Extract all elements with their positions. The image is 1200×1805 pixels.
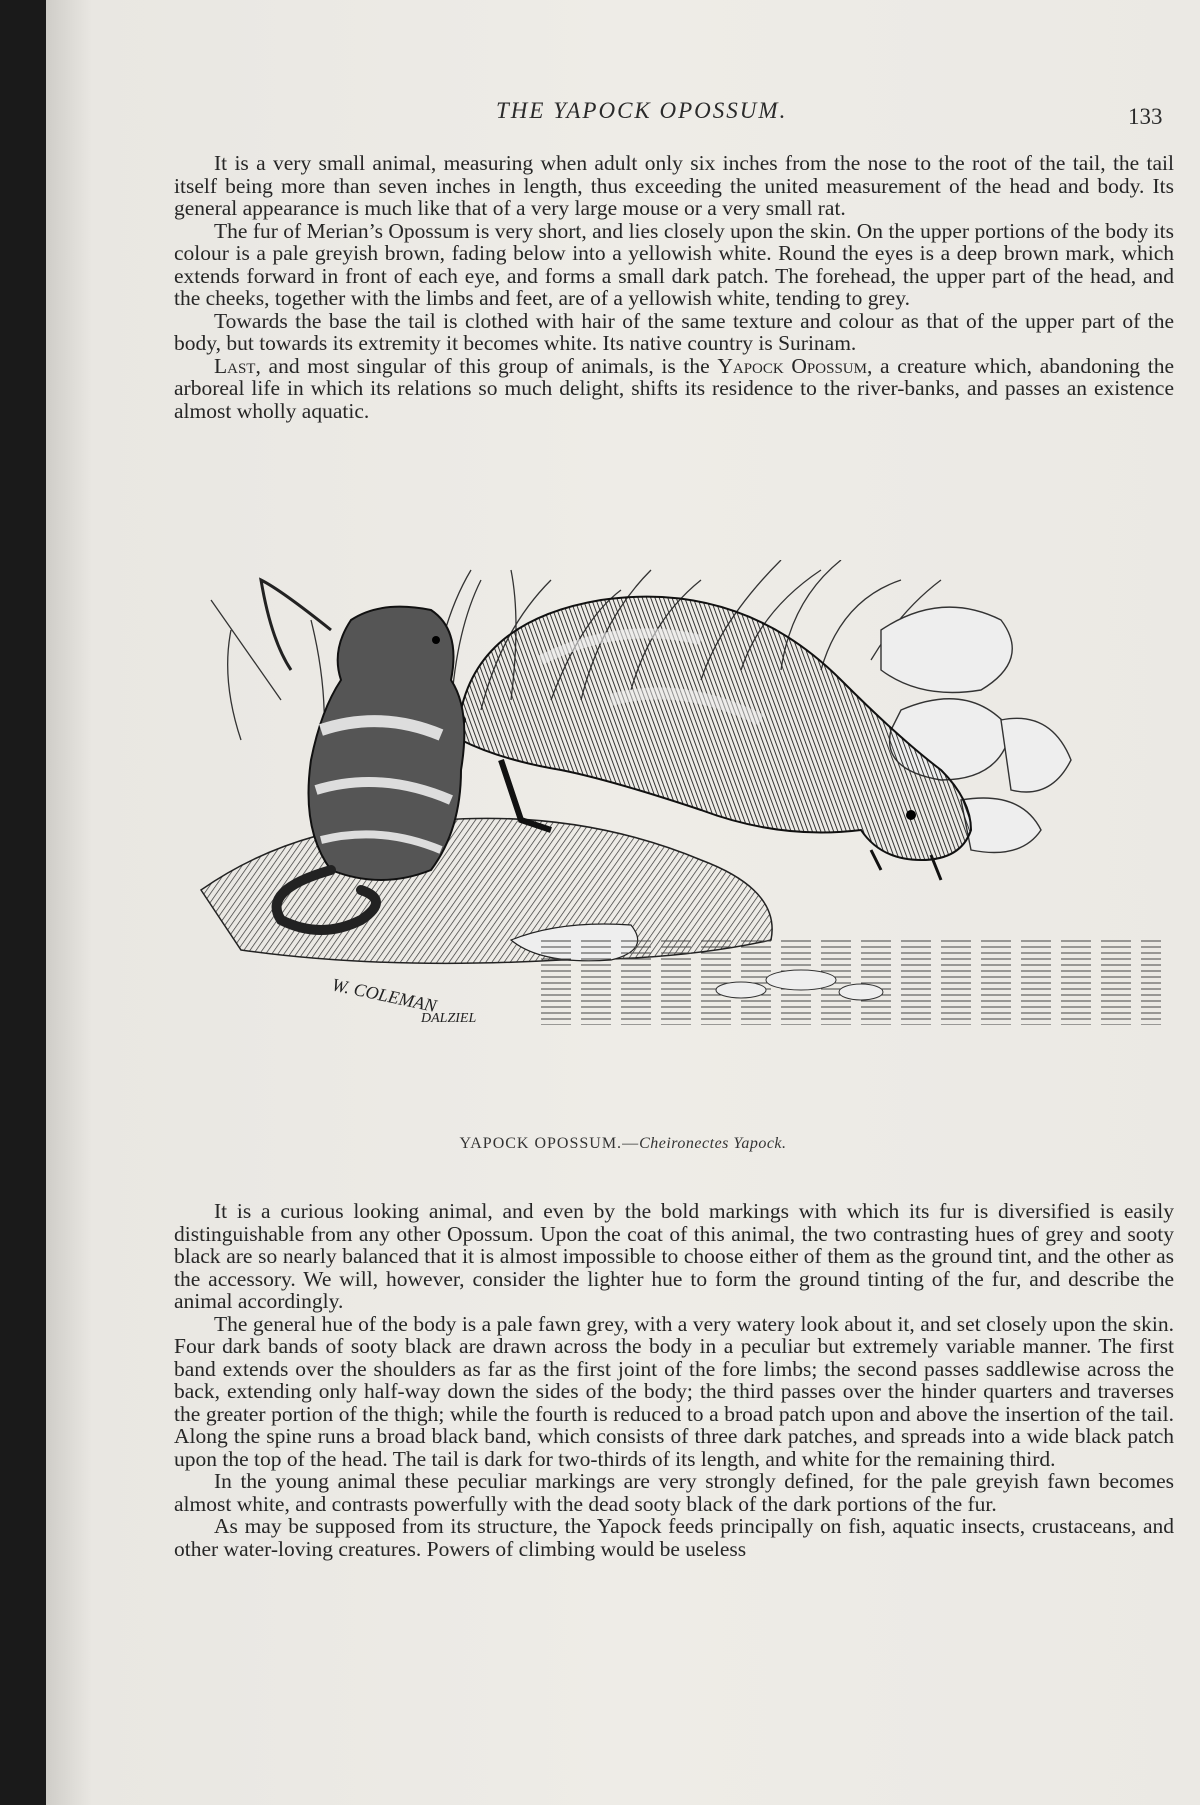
engraver-signature: DALZIEL (421, 1011, 477, 1026)
caption-common-name: YAPOCK OPOSSUM. (459, 1135, 623, 1152)
paragraph-size: It is a very small animal, measuring when adult only six inches from the nose to the root of the tail, the tail itself being more than seven inches in length, thus exceeding the united measurement of the head and body. Its general appearance is much like that of a very large mouse or a very small rat. (174, 151, 1174, 220)
paragraph-appearance: It is a curious looking animal, and even by the bold markings with which its fur is diversified is easily distinguishable from any other Opossum. Upon the coat of this animal, the two contrasting hues of grey and sooty black are so nearly balanced that it is almost impossible to choose either of them as the ground tint, and the other as the accessory. We will, however, consider the lighter hue to form the ground tinting of the fur, and describe the animal accordingly. (174, 1199, 1174, 1313)
paragraph-markings: The general hue of the body is a pale fawn grey, with a very watery look about it, and set closely upon the skin. Four dark bands of sooty black are drawn across the body in a peculiar but extremely variable manner. The first band extends over the shoulders as far as the first joint of the fore limbs; the second passes saddlewise across the back, extending only half-way down the sides of the body; the third passes over the hinder quarters and traverses the greater portion of the thigh; while the fourth is reduced to a broad patch upon and above the insertion of the tail. Along the spine runs a broad black band, which consists of three dark patches, and spreads into a wide black patch upon the top of the head. The tail is dark for two-thirds of its length, and white for the remaining third. (174, 1311, 1174, 1471)
lead-word: Last (214, 353, 256, 378)
artist-signature: W. COLEMAN (330, 974, 439, 1017)
running-title: THE YAPOCK OPOSSUM. (496, 98, 788, 123)
yapock-illustration (181, 560, 1171, 1030)
species-name: Yapock Opossum (717, 353, 867, 378)
book-page (46, 0, 1200, 1805)
paragraph-intro: Last, and most singular of this group of animals, is the Yapock Opossum, a creature which, abandoning the arboreal life in which its relations so much delight, shifts its residence to the river-banks, and passes an existence almost wholly aquatic. (174, 353, 1174, 423)
paragraph-diet: As may be supposed from its structure, the Yapock feeds principally on fish, aquatic insects, crustaceans, and other water-loving creatures. Powers of climbing would be useless (174, 1514, 1174, 1561)
water (541, 940, 1161, 1025)
paragraph-young: In the young animal these peculiar markings are very strongly defined, for the pale greyish fawn becomes almost white, and contrasts powerfully with the dead sooty black of the dark portions of the fur. (174, 1469, 1174, 1516)
paragraph-fur: The fur of Merian’s Opossum is very short, and lies closely upon the skin. On the upper portions of the body its colour is a pale greyish brown, fading below into a yellowish white. Round the eyes is a deep brown mark, which extends forward in front of each eye, and forms a small dark patch. The forehead, the upper part of the head, and the cheeks, together with the limbs and feet, are of a yellowish white, tending to grey. (174, 218, 1174, 310)
caption-scientific-name: Cheironectes Yapock. (639, 1135, 787, 1152)
paragraph-tail: Towards the base the tail is clothed with hair of the same texture and colour as that of the upper part of the body, but towards its extremity it becomes white. Its native country is Surinam. (174, 308, 1174, 355)
page-header (46, 98, 1200, 134)
upper-text (174, 152, 1174, 422)
page-number: 133 (1128, 104, 1163, 129)
lower-text (174, 1200, 1174, 1560)
signatures (330, 974, 476, 1026)
figure-caption: YAPOCK OPOSSUM.—Cheironectes Yapock. (459, 1135, 787, 1152)
